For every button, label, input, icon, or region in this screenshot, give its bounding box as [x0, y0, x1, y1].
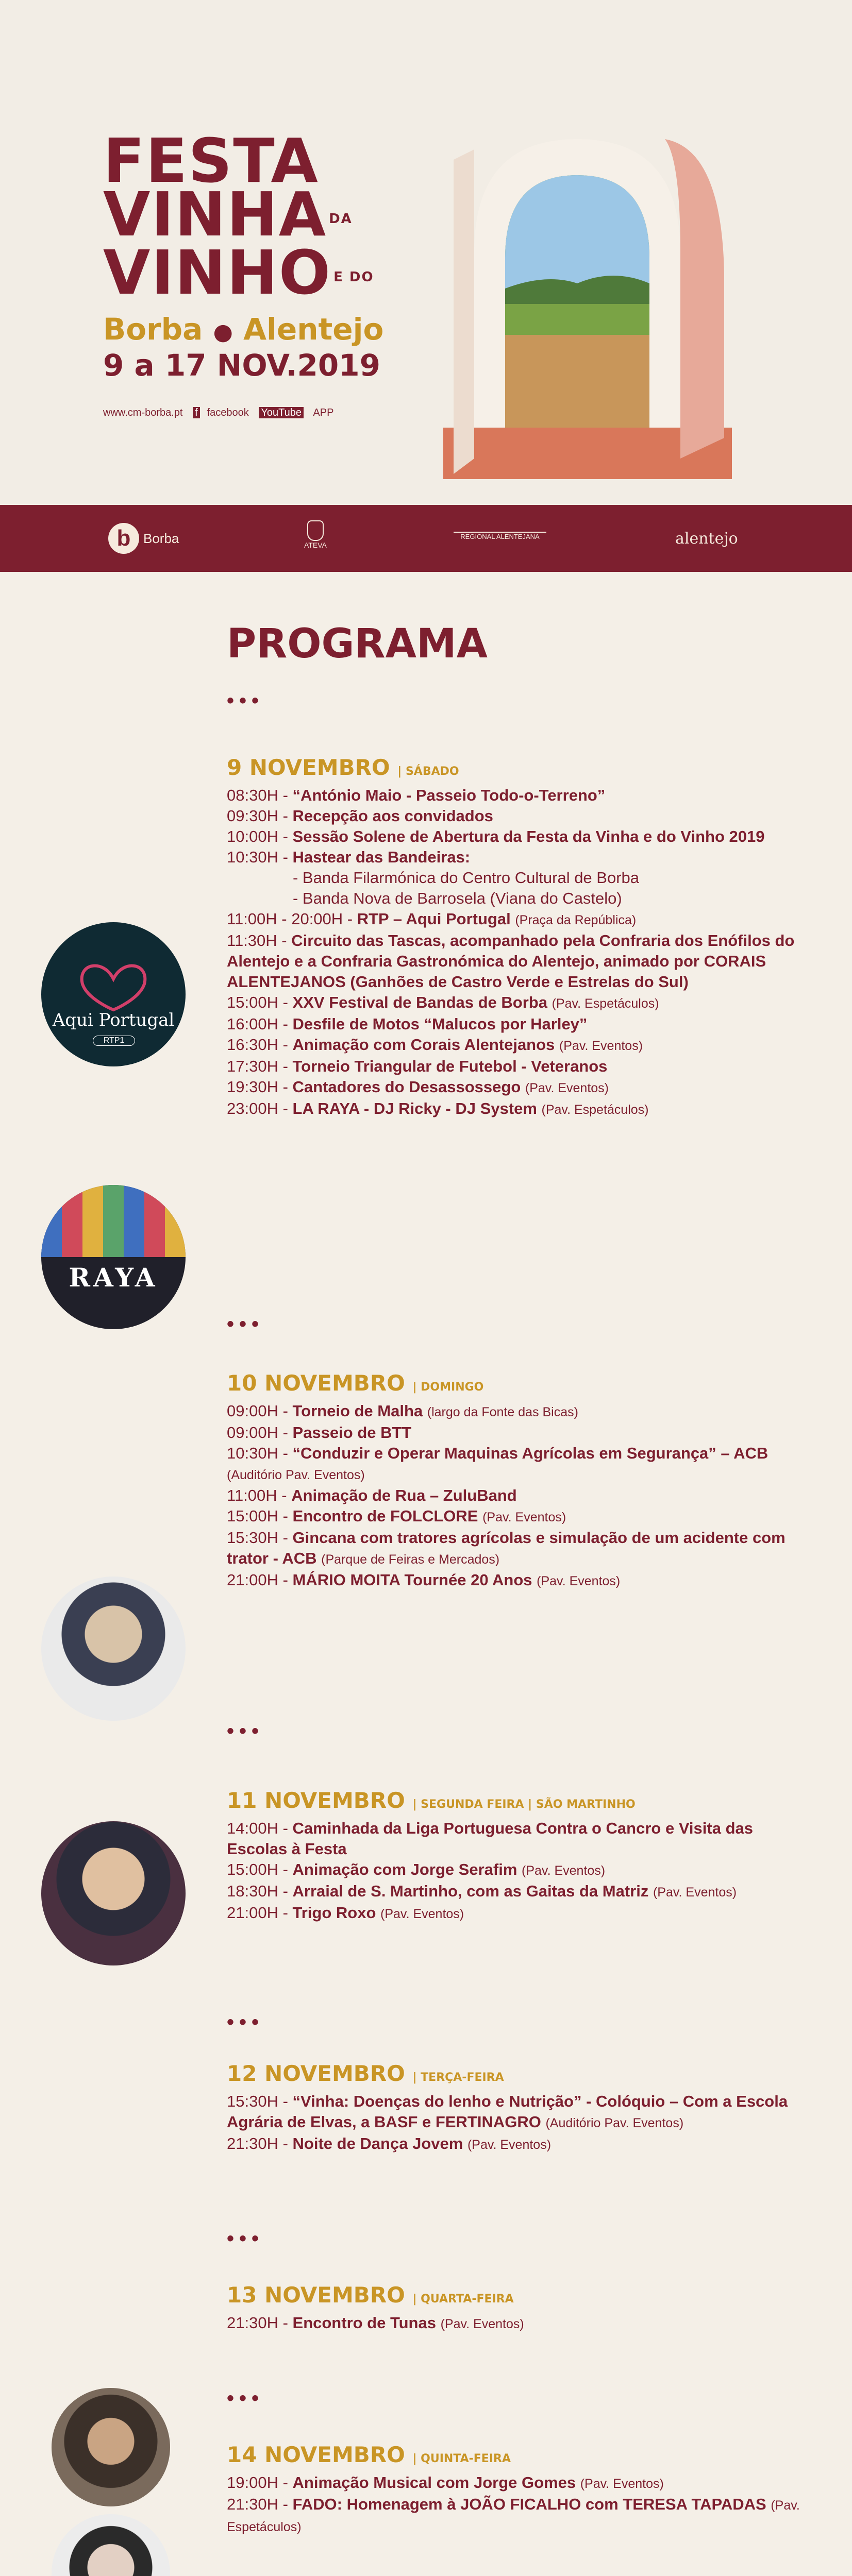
title-small-2: E DO: [333, 269, 374, 285]
event-time: 19:30H -: [227, 1078, 293, 1096]
event-title: Noite de Dança Jovem: [292, 2134, 463, 2153]
festival-title: [103, 125, 376, 308]
event-title: Caminhada da Liga Portuguesa Contra o Cancro e Visita das Escolas à Festa: [227, 1819, 753, 1858]
event-time: 14:00H -: [227, 1819, 293, 1837]
event-time: 11:00H -: [227, 1486, 292, 1504]
event-title: Animação com Corais Alentejanos: [292, 1036, 555, 1054]
day-section: [227, 2282, 814, 2334]
event-item: [227, 1881, 814, 1903]
event-item: [227, 909, 814, 930]
event-item: [227, 1903, 814, 1924]
event-item: [227, 1098, 814, 1120]
header: [0, 0, 852, 505]
day-date: 11 NOVEMBRO: [227, 1788, 405, 1813]
location-left: Borba: [103, 312, 203, 347]
day-date: 9 NOVEMBRO: [227, 755, 390, 780]
event-title: Cantadores do Desassossego: [292, 1078, 521, 1096]
ateva-logo: ATEVA: [304, 520, 327, 556]
event-venue: (Parque de Feiras e Mercados): [321, 1552, 500, 1567]
event-item: [227, 1422, 814, 1443]
event-item: [227, 826, 814, 847]
separator-dots: •••: [227, 2387, 264, 2410]
day-date: 12 NOVEMBRO: [227, 2061, 405, 2086]
event-title: Hastear das Bandeiras:: [292, 848, 471, 866]
event-title: Animação com Jorge Serafim: [292, 1860, 517, 1878]
event-title: Desfile de Motos “Malucos por Harley”: [292, 1015, 588, 1033]
separator-dots: •••: [227, 1313, 264, 1335]
vineyard-arch-illustration: [443, 118, 732, 479]
event-time: 10:30H -: [227, 1444, 293, 1462]
event-title: Recepção aos convidados: [292, 807, 493, 825]
event-item: [227, 785, 814, 806]
day-heading: [227, 2282, 814, 2308]
mario-moita-photo: [41, 1577, 186, 1721]
day-heading: [227, 2442, 814, 2467]
day-weekday: | QUARTA-FEIRA: [412, 2293, 514, 2306]
day-date: 14 NOVEMBRO: [227, 2442, 405, 2467]
event-title: “António Maio - Passeio Todo-o-Terreno”: [292, 786, 606, 804]
event-time: 18:30H -: [227, 1882, 293, 1900]
sponsor-logo-bar: [0, 505, 852, 572]
festival-dates: 9 a 17 NOV.2019: [103, 348, 380, 383]
separator-dots: •••: [227, 2227, 264, 2250]
regional-alentejana-logo: REGIONAL ALENTEJANA: [454, 520, 546, 556]
day-section: [227, 1788, 814, 1924]
day-date: 10 NOVEMBRO: [227, 1370, 405, 1396]
event-item: [227, 1485, 814, 1506]
event-time: 15:00H -: [227, 1860, 293, 1878]
day-section: [227, 2442, 814, 2537]
event-venue: (Pav. Eventos): [440, 2317, 524, 2331]
aqui-portugal-label: Aqui Portugal: [52, 1010, 175, 1030]
event-time: 17:30H -: [227, 1057, 293, 1075]
alentejo-logo: alentejo: [675, 529, 738, 548]
event-venue: (Pav. Eventos): [467, 2138, 552, 2152]
event-venue: (Praça da República): [515, 913, 637, 927]
event-title: Animação Musical com Jorge Gomes: [292, 2473, 576, 2492]
event-venue: (Pav. Espetáculos): [227, 2498, 800, 2534]
event-title: XXV Festival de Bandas de Borba: [292, 993, 547, 1011]
event-title: RTP – Aqui Portugal: [357, 910, 511, 928]
la-raya-photo: [41, 1185, 186, 1329]
title-line-1: FESTA: [103, 125, 319, 196]
event-title: Animação de Rua – ZuluBand: [291, 1486, 517, 1504]
event-title: “Conduzir e Operar Maquinas Agrícolas em Segurança” – ACB: [292, 1444, 769, 1462]
event-time: 15:30H -: [227, 1529, 293, 1547]
day-section: [227, 1370, 814, 1591]
event-title: Trigo Roxo: [292, 1904, 376, 1922]
event-venue: (Pav. Eventos): [559, 1039, 643, 1053]
event-item: [227, 1859, 814, 1881]
event-time: 11:30H -: [227, 931, 292, 950]
event-title: Torneio Triangular de Futebol - Veteranos: [292, 1057, 608, 1075]
location: [103, 312, 383, 347]
event-time: 09:00H -: [227, 1423, 293, 1442]
jorge-gomes-photo: [52, 2388, 170, 2506]
event-time: 08:30H -: [227, 786, 293, 804]
event-time: 15:00H -: [227, 1507, 293, 1525]
event-title: Passeio de BTT: [292, 1423, 412, 1442]
event-item: [227, 1014, 814, 1035]
event-time: 16:00H -: [227, 1015, 293, 1033]
event-item: [227, 806, 814, 826]
event-title: Arraial de S. Martinho, com as Gaitas da Matriz: [292, 1882, 649, 1900]
event-title: Torneio de Malha: [292, 1402, 423, 1420]
event-item: [227, 1077, 814, 1098]
event-title: Circuito das Tascas, acompanhado pela Confraria dos Enófilos do Alentejo e a Confraria Gastronómica do Alentejo, animado por CORAIS ALENTEJANOS (Ganhões de Castro Verde e Estrelas do Sul): [227, 931, 795, 991]
event-item: [227, 1056, 814, 1077]
program-title: PROGRAMA: [227, 621, 488, 667]
event-title: - Banda Filarmónica do Centro Cultural de Borba: [293, 869, 640, 887]
event-time: 15:00H -: [227, 993, 293, 1011]
rtp-label: RTP1: [93, 1036, 135, 1046]
event-title: Encontro de Tunas: [292, 2314, 436, 2332]
event-time: 10:00H -: [227, 827, 293, 845]
day-weekday: | SEGUNDA FEIRA | SÃO MARTINHO: [412, 1798, 636, 1811]
event-item: [227, 888, 814, 909]
event-venue: (Pav. Eventos): [482, 1510, 566, 1524]
event-time: 21:30H -: [227, 2495, 293, 2513]
event-time: 19:00H -: [227, 2473, 293, 2492]
day-weekday: | SÁBADO: [397, 765, 459, 778]
day-heading: [227, 1370, 814, 1396]
day-weekday: | DOMINGO: [412, 1381, 484, 1394]
event-time: 11:00H - 20:00H -: [227, 910, 357, 928]
event-venue: (Auditório Pav. Eventos): [227, 1468, 365, 1482]
title-small-1: DA: [329, 211, 353, 227]
event-time: 15:30H -: [227, 2092, 293, 2110]
event-item: [227, 1035, 814, 1056]
event-title: - Banda Nova de Barrosela (Viana do Castelo): [293, 889, 622, 907]
youtube-link[interactable]: YouTube: [259, 407, 304, 418]
event-time: 21:30H -: [227, 2134, 293, 2153]
event-item: [227, 1528, 814, 1570]
event-item: [227, 2494, 814, 2537]
day-section: [227, 755, 814, 1120]
event-time: 23:00H -: [227, 1099, 293, 1117]
separator-dots: •••: [227, 1720, 264, 1742]
event-time: 16:30H -: [227, 1036, 293, 1054]
raya-label: RAYA: [69, 1262, 158, 1293]
event-venue: (Pav. Eventos): [580, 2477, 664, 2491]
jorge-serafim-photo: [41, 1821, 186, 1965]
separator-dots: •••: [227, 2011, 264, 2033]
event-venue: (Pav. Eventos): [522, 1863, 606, 1878]
event-time: 21:30H -: [227, 2314, 293, 2332]
event-item: [227, 847, 814, 868]
day-date: 13 NOVEMBRO: [227, 2282, 405, 2308]
event-item: [227, 1401, 814, 1422]
facebook-icon: f: [193, 407, 200, 418]
event-title: Sessão Solene de Abertura da Festa da Vinha e do Vinho 2019: [292, 827, 765, 845]
event-item: [227, 2091, 814, 2133]
event-time: 09:00H -: [227, 1402, 293, 1420]
event-venue: (Pav. Eventos): [653, 1885, 737, 1900]
event-item: [227, 1506, 814, 1528]
day-heading: [227, 755, 814, 780]
day-heading: [227, 1788, 814, 1813]
event-venue: (Auditório Pav. Eventos): [545, 2116, 684, 2130]
event-item: [227, 2133, 814, 2155]
event-time: 09:30H -: [227, 807, 293, 825]
event-title: Gincana com tratores agrícolas e simulação de um acidente com trator - ACB: [227, 1529, 786, 1567]
teresa-tapadas-photo: [52, 2514, 170, 2576]
title-line-2: VINHA: [103, 179, 327, 250]
event-time: 10:30H -: [227, 848, 293, 866]
event-item: [227, 1570, 814, 1591]
event-item: [227, 868, 814, 888]
event-title: FADO: Homenagem à JOÃO FICALHO com TERESA TAPADAS: [292, 2495, 766, 2513]
event-item: [227, 992, 814, 1014]
aqui-portugal-badge: [41, 922, 186, 1066]
event-item: [227, 2472, 814, 2494]
event-item: [227, 2313, 814, 2334]
event-title: LA RAYA - DJ Ricky - DJ System: [292, 1099, 537, 1117]
event-venue: (Pav. Espetáculos): [552, 996, 659, 1011]
grape-icon: ●: [213, 319, 233, 345]
day-weekday: | QUINTA-FEIRA: [412, 2452, 511, 2465]
event-item: [227, 1818, 814, 1859]
facebook-link[interactable]: facebook: [207, 407, 249, 418]
event-venue: (Pav. Eventos): [525, 1081, 609, 1095]
website-link[interactable]: www.cm-borba.pt: [103, 407, 183, 418]
event-time: 21:00H -: [227, 1571, 293, 1589]
event-venue: (Pav. Eventos): [380, 1907, 464, 1921]
title-line-3: VINHO: [103, 236, 332, 308]
event-title: MÁRIO MOITA Tournée 20 Anos: [292, 1571, 532, 1589]
web-links: [103, 407, 341, 419]
event-item: [227, 1443, 814, 1485]
day-heading: [227, 2061, 814, 2086]
event-time: 21:00H -: [227, 1904, 293, 1922]
event-item: [227, 930, 814, 992]
event-title: Encontro de FOLCLORE: [292, 1507, 478, 1525]
event-venue: (Pav. Eventos): [537, 1574, 621, 1588]
event-venue: (Pav. Espetáculos): [541, 1103, 649, 1117]
location-right: Alentejo: [243, 312, 384, 347]
day-weekday: | TERÇA-FEIRA: [412, 2071, 504, 2084]
app-link[interactable]: APP: [313, 407, 334, 418]
borba-logo: b Borba: [108, 520, 179, 556]
day-section: [227, 2061, 814, 2155]
event-venue: (largo da Fonte das Bicas): [427, 1405, 578, 1419]
separator-dots: •••: [227, 689, 264, 712]
event-title: “Vinha: Doenças do lenho e Nutrição” - Colóquio – Com a Escola Agrária de Elvas, a BASF e FERTINAGRO: [227, 2092, 788, 2131]
